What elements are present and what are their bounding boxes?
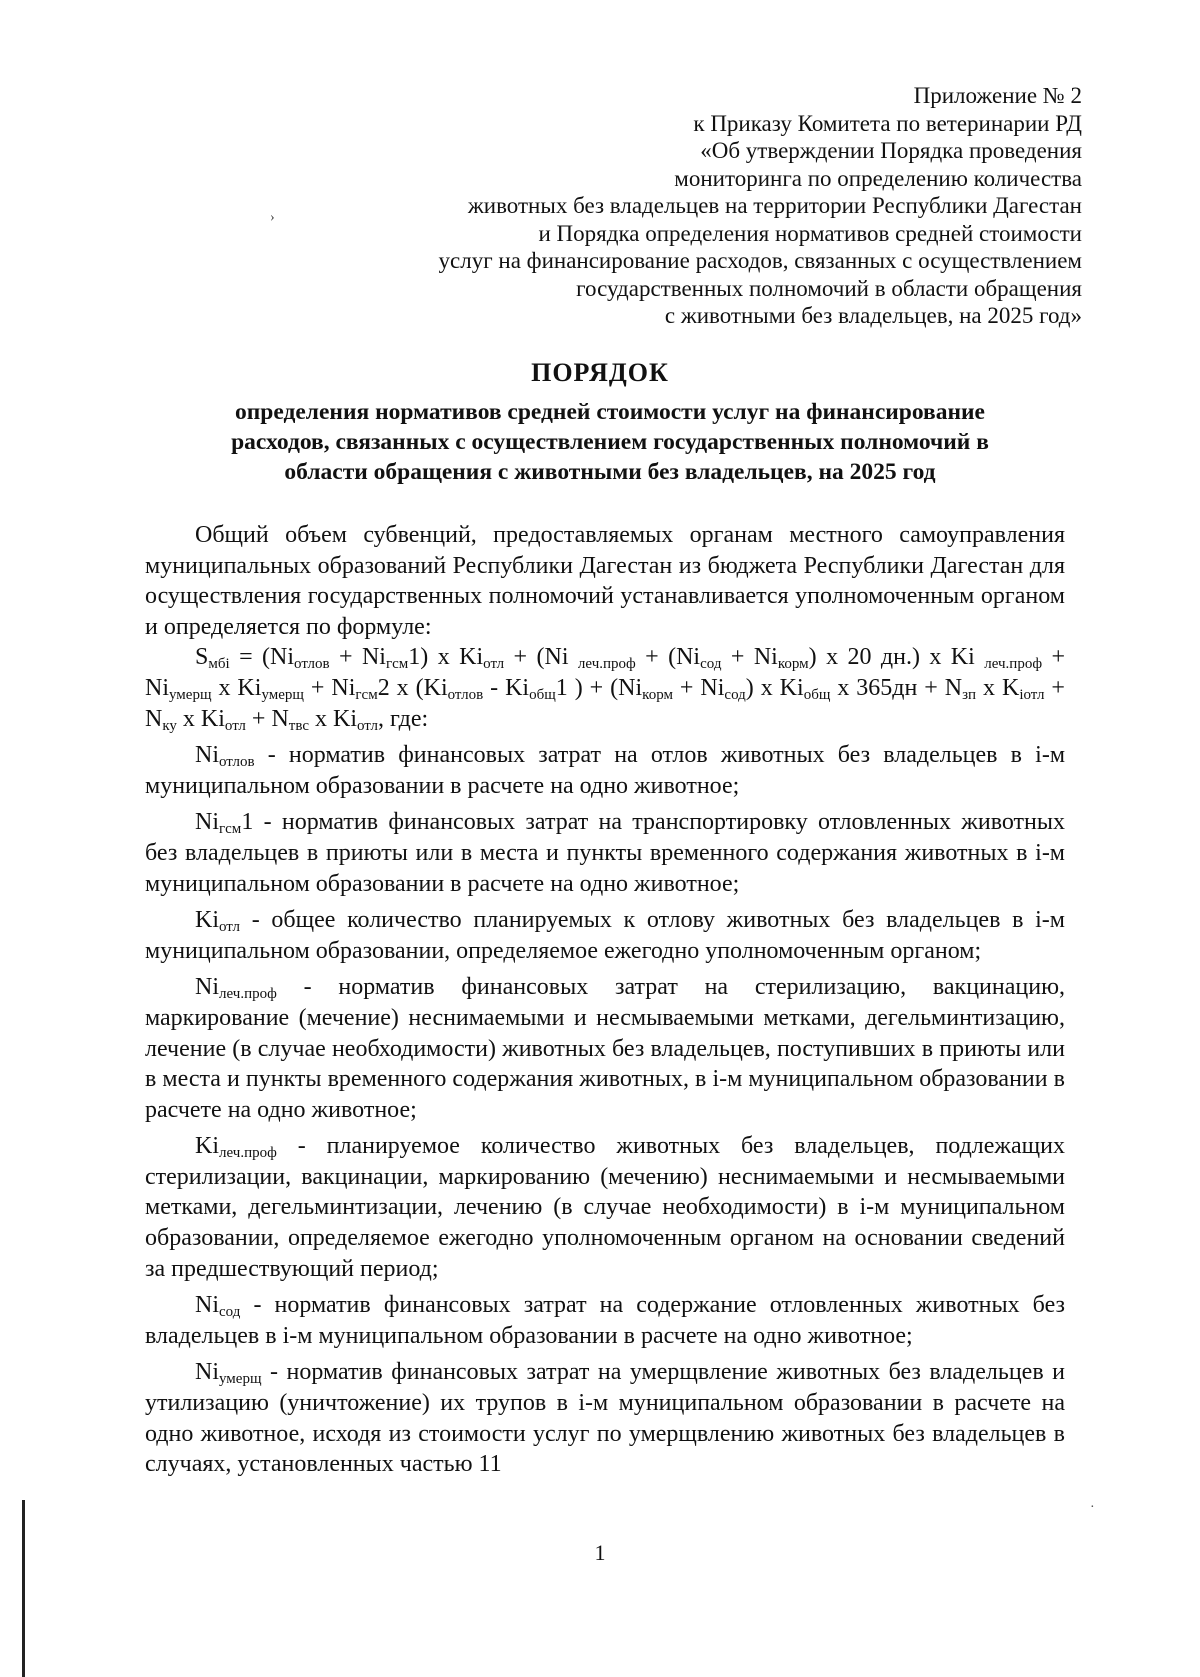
definition-paragraph: $Ni_{гсм}1$ - норматив финансовых затрат на транспортировку отловленных животных без владельцев в приюты или в места и пункты временного содержания животных в i-м муниципальном образовании в расчете на одно животное; [145,809,1065,897]
page-number: 1 [594,1540,606,1565]
annex-header [382,82,1082,330]
annex-line: и Порядка определения нормативов средней стоимости [538,220,1082,246]
formula: $S_{мбі} = (Ni_{отлов} + Ni_{гсм}1)$ x $Ki_{отл} + (Ni$ $_{леч.проф} + (Ni_{сод} + Ni_{корм})$ x 20 дн.) x Ki $_{леч.проф} + Ni_{умерщ}$ x $Ki_{умерщ} + Ni_{гсм}2$ x ($Ki_{отлов} - Ki_{общ}1$ ) + $(Ni_{корм} + Ni_{сод})$ x $Ki_{общ}$ x $365дн + N_{зп}$ x $K_{iотл} + N_{ку}$ x $Ki_{отл} + N_{твс}$ x $Ki_{отл}$, где: [145,644,1066,734]
definition-paragraph: $Ki_{отл}$ - общее количество планируемых к отлову животных без владельцев в i-м муниципальном образовании, определяемое ежегодно уполномоченным органом; [145,907,1065,964]
scan-speck: · [1090,1500,1095,1515]
annex-line: услуг на финансирование расходов, связанных с осуществлением [438,248,1082,273]
annex-line: «Об утверждении Порядка проведения [700,138,1082,163]
subtitle-line: области обращения с животными без владельцев, на 2025 год [284,459,936,485]
annex-line: мониторинга по определению количества [674,165,1082,191]
scan-edge-line [22,1500,25,1677]
intro-paragraph: Общий объем субвенций, предоставляемых органам местного самоуправления муниципальных образований Республики Дагестан из бюджета Республики Дагестан для осуществления государственных полномочий устанавливается уполномоченным органом и определяется по формуле: [145,522,1065,640]
definition-paragraph: $Ni_{сод}$ - норматив финансовых затрат на содержание отловленных животных без владельцев в i-м муниципальном образовании в расчете на одно животное; [145,1292,1065,1349]
definition-paragraph: $Ni_{умерщ}$ - норматив финансовых затрат на умерщвление животных без владельцев и утилизацию (уничтожение) их трупов в i-м муниципальном образовании в расчете на одно животное, исходя из стоимости услуг по умерщвлению животных без владельцев в случаях, установленных частью 11 [145,1359,1065,1478]
annex-line: с животными без владельцев, на 2025 год» [664,303,1082,328]
annex-line: Приложение № 2 [913,83,1082,108]
document-body [145,520,1065,1480]
scan-speck: › [270,210,275,225]
definition-paragraph: $Ki_{леч.проф}$ - планируемое количество животных без владельцев, подлежащих стерилизации, вакцинации, маркированию (мечению) неснимаемыми и несмываемыми метками, дегельминтизации, лечению (в случае необходимости) в i-м муниципальном образовании, определяемое ежегодно уполномоченным органом на основании сведений за предшествующий период; [145,1133,1065,1282]
annex-line: государственных полномочий в области обращения [576,275,1082,301]
annex-line: животных без владельцев на территории Республики Дагестан [467,193,1082,218]
subtitle-line: расходов, связанных с осуществлением государственных полномочий в [231,429,989,455]
document-title: ПОРЯДОК [531,358,669,387]
subtitle-line: определения нормативов средней стоимости услуг на финансирование [235,399,985,425]
definition-paragraph: $Ni_{леч.проф}$ - норматив финансовых затрат на стерилизацию, вакцинацию, маркирование (мечение) неснимаемыми и несмываемыми метками, дегельминтизацию, лечение (в случае необходимости) животных без владельцев, поступивших в приюты или в места и пункты временного содержания животных, в i-м муниципальном образовании в расчете на одно животное; [145,974,1065,1123]
annex-line: к Приказу Комитета по ветеринарии РД [693,110,1082,136]
definition-paragraph: $Ni_{отлов}$ - норматив финансовых затрат на отлов животных без владельцев в i-м муниципальном образовании в расчете на одно животное; [145,742,1065,799]
document-subtitle [150,397,1070,487]
